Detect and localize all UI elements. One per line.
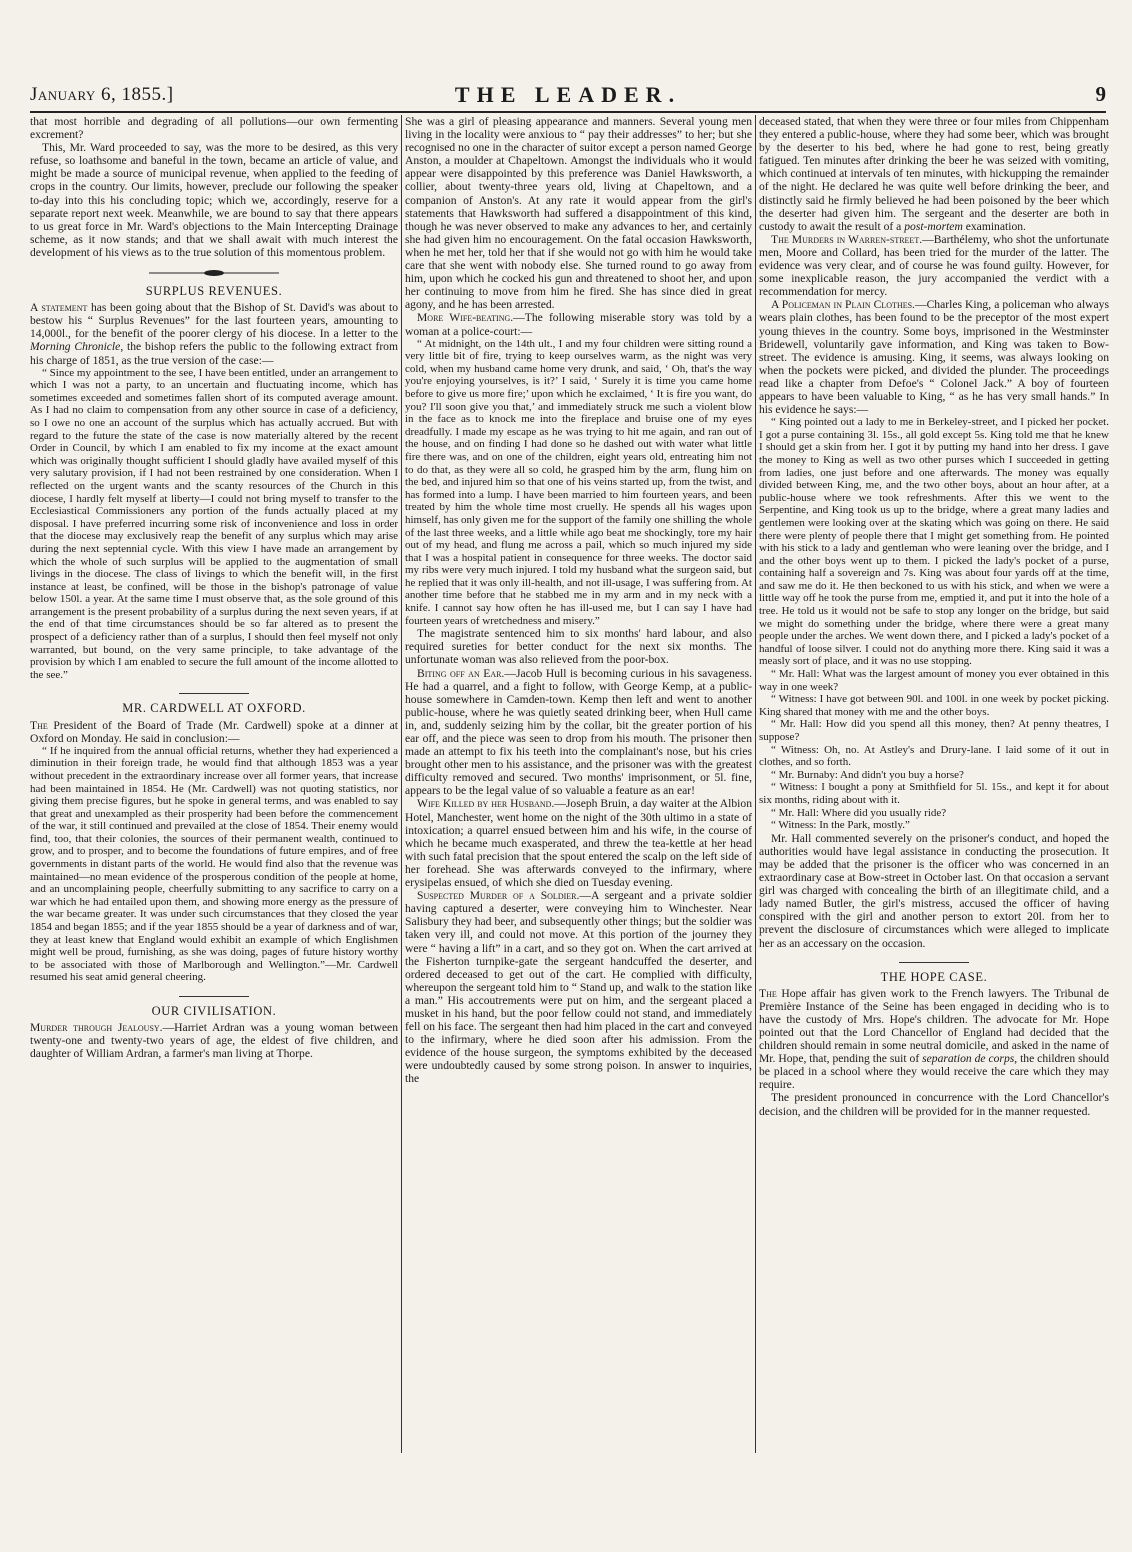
paragraph: A Policeman in Plain Clothes.—Charles King, a policeman who always wears plain clothes, has been found to be the preceptor of the most expert young thieves in the country. Some boys, imprisoned in the Westminster Bridewell, voluntarily gave information, and King was taken to Bow-street. The evidence is amusing. King, it seems, was always looking on when the pockets were picked, and divided the plunder. The proceedings read like a chapter from Defoe's “ Colonel Jack.” A boy of fourteen appears to have been valuable to King, “ as he has very small hands.” In his evidence he says:— bbox=[759, 298, 1109, 417]
header-rule bbox=[30, 111, 1106, 113]
testimony-line: “ Witness: In the Park, mostly.” bbox=[771, 819, 910, 832]
paragraph: This, Mr. Ward proceeded to say, was the more to be desired, as this very refuse, so loathsome and baneful in the town, became an article of value, and might be made a source of municipal revenue, when applied to the feeding of crops in the country. Our limits, however, preclude our following the speaker to-day into this his concluding topic; which we, accordingly, reserve for a separate report next week. Meanwhile, we are bound to say that there appears to us great force in Mr. Ward's objections to the Main Intercepting Drainage scheme, as it now stands; and that we shall await with much interest the development of his views as to the true solution of this momentous problem. bbox=[30, 141, 398, 259]
divider bbox=[179, 693, 249, 694]
quotation: “ King pointed out a lady to me in Berkeley-street, and I picked her pocket. I got a purse containing 3l. 15s., all gold except 5s. King told me that he knew I should get a skin from her. I got it by putting my hand into her dress. I gave the money to King as well as two other purses which I succeeded in getting from ladies, one just before and one afterwards. The money was equally divided between King, me, and the two other boys, about an hour after, at a public-house where we took refreshments. After this we went to the Serpentine, and King took us up to the bridge, where a great many ladies and gentlemen were looking over at the skating which was going on there. He said there were plenty of people there that I might get something from. He pointed with his stick to a lady and gentleman who were leaning over the bridge, and I and the other boys went up to them. I picked the lady's pocket of a purse, containing half a sovereign and 7s. King was about four yards off at the time, and saw me do it. He then beckoned to us with his stick, and when we were a little way off he took the purse from me, emptied it, and put it into the hole of a tree. He told us it would not be safe to stop any longer on the bridge, but said we might do something under the bridge, where there were a great many people under the arches. We went down there, and I picked a lady's pocket of a handful of loose silver. I could not do anything more there. King said it was a measly sort of place, and it was no use stopping. bbox=[759, 416, 1109, 668]
lead-in: Murder through Jealousy. bbox=[30, 1021, 163, 1035]
column-rule-2 bbox=[755, 115, 756, 1453]
lead-in: Suspected Murder of a Soldier. bbox=[417, 889, 580, 903]
paragraph: The president pronounced in concurrence with the Lord Chancellor's decision, and the children will be provided for in the manner requested. bbox=[759, 1091, 1109, 1118]
lead-in: The bbox=[30, 718, 48, 732]
lead-in: Wife Killed by her Husband. bbox=[417, 797, 555, 811]
article-heading: SURPLUS REVENUES. bbox=[145, 284, 283, 299]
paragraph: The President of the Board of Trade (Mr. Cardwell) spoke at a dinner at Oxford on Monday. He said in conclusion:— bbox=[30, 718, 398, 745]
testimony-line: “ Witness: Oh, no. At Astley's and Drury-lane. I laid some of it out in clothes, and so forth. bbox=[759, 743, 1109, 769]
paragraph: Murder through Jealousy.—Harriet Ardran was a young woman between twenty-one and twenty-two years of age, the eldest of five children, and daughter of William Ardran, a farmer's man living at Thorpe. bbox=[30, 1021, 398, 1061]
issue-date: January 6, 1855.] bbox=[30, 84, 174, 105]
paragraph: Suspected Murder of a Soldier.—A sergeant and a private soldier having captured a deserter, were conveying him to Winchester. Near Salisbury they had beer, and subsequently other things; but the soldier was taken very ill, and could not move. At this portion of the journey they were “ having a lift” in a cart, and so they got on. When the cart arrived at the Fisherton turnpike-gate the sergeant handcuffed the deserter, and ordered deceased to get out of the cart. He complied with difficulty, whereupon the sergeant told him to “ Stand up, and walk to the station like a man.” His accoutrements were put on him, and the sergeant placed a musket in his hand, but the poor fellow could not stand, and immediately fell on his face. The sergeant then had him placed in the cart and conveyed to the infirmary, where he died soon after his admission. From the evidence of the house surgeon, the symptoms exhibited by the deceased were undoubtedly caused by some strong poison. In answer to inquiries, the bbox=[405, 889, 752, 1086]
testimony-line: “ Witness: I have got between 90l. and 100l. in one week by pocket picking. King shared that money with me and the other boys. bbox=[759, 693, 1109, 718]
divider bbox=[899, 962, 969, 963]
column-2 bbox=[405, 115, 752, 1475]
paragraph: More Wife-beating.—The following miserable story was told by a woman at a police-court:— bbox=[405, 311, 752, 338]
quotation: “ Since my appointment to the see, I have been entitled, under an arrangement to which I was not a party, to an uncertain and fluctuating income, which has sometimes exceeded and sometimes fallen short of its computed average amount. As I had no claim to compensation from any other source in case of a deficiency, so I owe no one an account of the surplus which has actually accrued. But with regard to the future the state of the case is now materially altered by the recent Order in Council, by which I am enabled to fix my income at the exact amount which was originally thought sufficient I should gladly have availed myself of this very salutary provision, if I had not been restrained by one consideration. When I reflected on the urgent wants and the scanty resources of the Church in this diocese, I hardly felt myself at liberty—I could not bring myself to transfer to the Ecclesiastical Commissioners any portion of the funds actually placed at my disposal. I have preferred incurring some risk of inconvenience and loss in order that the diocese may exclusively reap the benefit of any surplus which may arise during the next septennial cycle. With this view I have made an arrangement by which the whole of such surplus will be applied to the augmentation of small livings in the diocese. The class of livings to which the benefit will, in the first instance at least, be confined, will be those in the bishop's patronage of value below 150l. a year. At the same time I must observe that, as the sole ground of this arrangement is the present probability of a surplus during the next seven years, if at the end of that time circumstances should be so far altered as to present the prospect of a deficiency rather than of a surplus, I should then feel myself not only warranted, but bound, on the very same principle, to take advantage of the provision by which I am enabled to secure the full amount of the income allotted to the see.” bbox=[30, 366, 398, 681]
paragraph: The magistrate sentenced him to six months' hard labour, and also required sureties for better conduct for the next six months. The unfortunate woman was also relieved from the poor-box. bbox=[405, 627, 752, 667]
ornament-divider bbox=[30, 269, 398, 277]
article-heading: OUR CIVILISATION. bbox=[151, 1004, 277, 1018]
paragraph: deceased stated, that when they were three or four miles from Chippenham they entered a public-house, where they had some beer, which was brought by the deserter to his bed, where he had gone to rest, being greatly fatigued. Ten minutes after drinking the beer he was seized with vomiting, which continued at intervals of ten minutes, with hickupping the remainder of the night. He declared he was quite well before drinking the beer, and distinctly said he firmly believed he had been poisoned by the beer which the deserter had given him. The sergeant and the deserter are both in custody to await the result of a post-mortem examination. bbox=[759, 115, 1109, 233]
testimony-line: “ Mr. Hall: Where did you usually ride? bbox=[771, 806, 947, 819]
page-number: 9 bbox=[1095, 82, 1106, 106]
column-rule-1 bbox=[401, 115, 402, 1453]
paragraph: The Murders in Warren-street.—Barthélemy, who shot the unfortunate men, Moore and Collard, has been tried for the murder of the latter. The evidence was very clear, and of course he was found guilty. However, for some inexplicable reason, the jury accompanied the verdict with a recommendation for mercy. bbox=[759, 232, 1109, 299]
lead-in: A Policeman in Plain Clothes. bbox=[771, 298, 915, 312]
paragraph: Mr. Hall commented severely on the prisoner's conduct, and hoped the authorities would have legal assistance in conducting the prosecution. It may be added that the prisoner is the officer who was concerned in an extraordinary case at Bow-street in October last. On that occasion a servant girl was charged with concealing the birth of an illegitimate child, and a lady named Butler, the girl's mistress, accused the officer of having conspired with the girl and another person to extort 20l. from her to prevent the disclosure of circumstances which were alleged to implicate her as an accessary on the occasion. bbox=[759, 831, 1109, 950]
newspaper-title: THE LEADER. bbox=[454, 82, 682, 107]
testimony-line: “ Mr. Hall: How did you spend all this money, then? At penny theatres, I suppose? bbox=[759, 718, 1109, 743]
paragraph: that most horrible and degrading of all pollutions—our own fermenting excrement? bbox=[30, 115, 398, 142]
testimony-line: “ Mr. Hall: What was the largest amount of money you ever obtained in this way in one week? bbox=[759, 668, 1109, 693]
lead-in: The bbox=[759, 986, 777, 1000]
masthead bbox=[30, 82, 1106, 112]
paragraph: Biting off an Ear.—Jacob Hull is becoming curious in his savageness. He had a quarrel, and a fight to follow, with George Kemp, at a public-house somewhere in Camden-town. Kemp then left and went to another public-house, where he was quietly seated drinking beer, when Hull came in, and, suddenly seizing him by the collar, bit the greater portion of his ear off, and the piece was seen to drop from his mouth. The prisoner then made an attempt to fix his teeth into the complainant's nose, but his cries brought other men to his assistance, and the prisoner was with the greatest difficulty removed and secured. Two months' imprisonment, or 5l. fine, appears to be the legal value of so valuable a feature as an ear! bbox=[405, 666, 752, 798]
testimony-line: “ Witness: I bought a pony at Smithfield for 5l. 15s., and kept it for about six months, riding about with it. bbox=[759, 781, 1109, 806]
lead-in: More Wife-beating. bbox=[417, 311, 514, 325]
divider bbox=[179, 996, 249, 997]
paragraph: She was a girl of pleasing appearance and manners. Several young men living in the locality were anxious to “ pay their addresses” to her; but she recognised no one in the character of suitor except a person named George Anston, a moulder at Chapeltown. Amongst the individuals who it would appear were disappointed by this preference was Daniel Hawksworth, a collier, about twenty-three years old, living at Chapeltown, and a companion of Anston's. At any rate it would appear from the girl's statements that Hawksworth had suffered a disappointment of this kind, though he was never observed to make any advances to her, and certainly she had given him no encouragement. On the fatal occasion Hawksworth, when he met her, told her that if she would not go with him he would take care that she went with nobody else. She turned round to go away from him, upon which he cocked his gun and threatened to shoot her, and upon her continuing to move from him he fired. She has since died in great agony, and he has been arrested. bbox=[405, 115, 752, 312]
lead-in: The Murders in Warren-street. bbox=[771, 232, 923, 246]
quotation: “ If he inquired from the annual official returns, whether they had experienced a diminution in their foreign trade, he would find that although 1853 was a year without precedent in the extraordinary increase over all former years, that increase had been maintained in 1854. He (Mr. Cardwell) was not quoting statistics, nor giving them precise figures, but he spoke in general terms, and was enabled to say that great and unexampled as their prosperity had been before the commencement of the war, it still continued and prevailed at the close of 1854. Their enemy would find, too, that their colonies, the sources of their permanent wealth, continued to grow, and to prosper, and to become the foundations of future empires, and of free governments in distant parts of the world. He would find also that the revenue was maintained—no mean evidence of the prosperous condition of the people at home, and an uncomplaining people, cheerfully submitting to any sacrifice to carry on a war which he had entailed upon them, and showing more energy as the pressure of the war became greater. It was under such circumstances that they closed the year 1854 and began 1855; and if the year 1855 should be a year of darkness and of war, they at least knew that England would exhibit an example of which Englishmen might well be proud, furnishing, as she was doing, pages of future history worthy to be associated with those of Marlborough and Wellington.”—Mr. Cardwell resumed his seat amid general cheering. bbox=[30, 744, 398, 984]
article-heading: MR. CARDWELL AT OXFORD. bbox=[122, 701, 306, 716]
paragraph: Wife Killed by her Husband.—Joseph Bruin, a day waiter at the Albion Hotel, Manchester, went home on the night of the 30th ultimo in a state of intoxication; a quarrel ensued between him and his wife, in the course of which he became much exasperated, and threw the tea-kettle at her head with such fatal precision that the spout entered the scalp on the left side of her forehead. She was afterwards conveyed to the infirmary, where erysipelas ensued, of which she died on Tuesday evening. bbox=[405, 797, 752, 890]
paragraph: A statement has been going about that the Bishop of St. David's was about to bestow his “ Surplus Revenues” for the last fourteen years, amounting to 14,000l., for the benefit of the poorer clergy of his diocese. In a letter to the Morning Chronicle, the bishop refers the public to the following extract from his charge of 1851, as the true version of the case:— bbox=[30, 301, 398, 367]
column-1 bbox=[30, 115, 398, 1475]
paragraph: The Hope affair has given work to the French lawyers. The Tribunal de Première Instance of the Seine has been engaged in deciding who is to have the custody of Mrs. Hope's children. The advocate for Mr. Hope pointed out that the Lord Chancellor of England had decided that the children should remain in some neutral domicile, and asked in the name of Mr. Hope, that, pending the suit of separation de corps, the children should be placed in a school where they would receive the care which they may require. bbox=[759, 986, 1109, 1092]
column-3 bbox=[759, 115, 1109, 1475]
article-heading: THE HOPE CASE. bbox=[880, 969, 988, 984]
lead-in: Biting off an Ear. bbox=[417, 666, 505, 680]
quotation: “ At midnight, on the 14th ult., I and my four children were sitting round a very little bit of fire, trying to keep ourselves warm, as the night was very cold, when my husband came home very drunk, and said, ‘ Oh, that's the way you're enjoying yourselves, is it?’ I said, ‘ Surely it is time you came home before to give us more fire;’ upon which he exclaimed, ‘ It is fire you want, do you? I'll soon give you that,’ and immediately struck me such a violent blow in the face as to knock me into the fireplace and bruise one of my eyes dreadfully. I made my escape as he was trying to hit me again, and ran out of the house, and on finding I had done so he dashed out with water what little fire there was, and on one of the children, eight years old, entreating him not to do that, as they were all so cold, he grasped him by the arm, flung him on the bed, and injured him so that one of his veins started up, from the twist, and has formed into a lump. I have been married to him fourteen years, and been treated by him the whole time most cruelly. He spends all his wages upon himself, has only given me for the support of the family one shilling the whole of the last three weeks, and a little while ago beat me shockingly, tore my hair out of my head, and flung me across a pail, which so much injured my side that I was a hospital patient in consequence for three weeks. The doctor said my ribs were very much injured. I told my husband what the surgeon said, but he replied that it was only ill-health, and not ill-usage, I was suffering from. At another time before that he stabbed me in my arm and in my neck with a knife. I cannot say how often he has ill-used me, but I can say I have had fourteen years of wretchedness and misery.” bbox=[405, 337, 752, 627]
testimony-line: “ Mr. Burnaby: And didn't you buy a horse? bbox=[771, 768, 964, 781]
lead-in: A statement bbox=[30, 301, 88, 315]
